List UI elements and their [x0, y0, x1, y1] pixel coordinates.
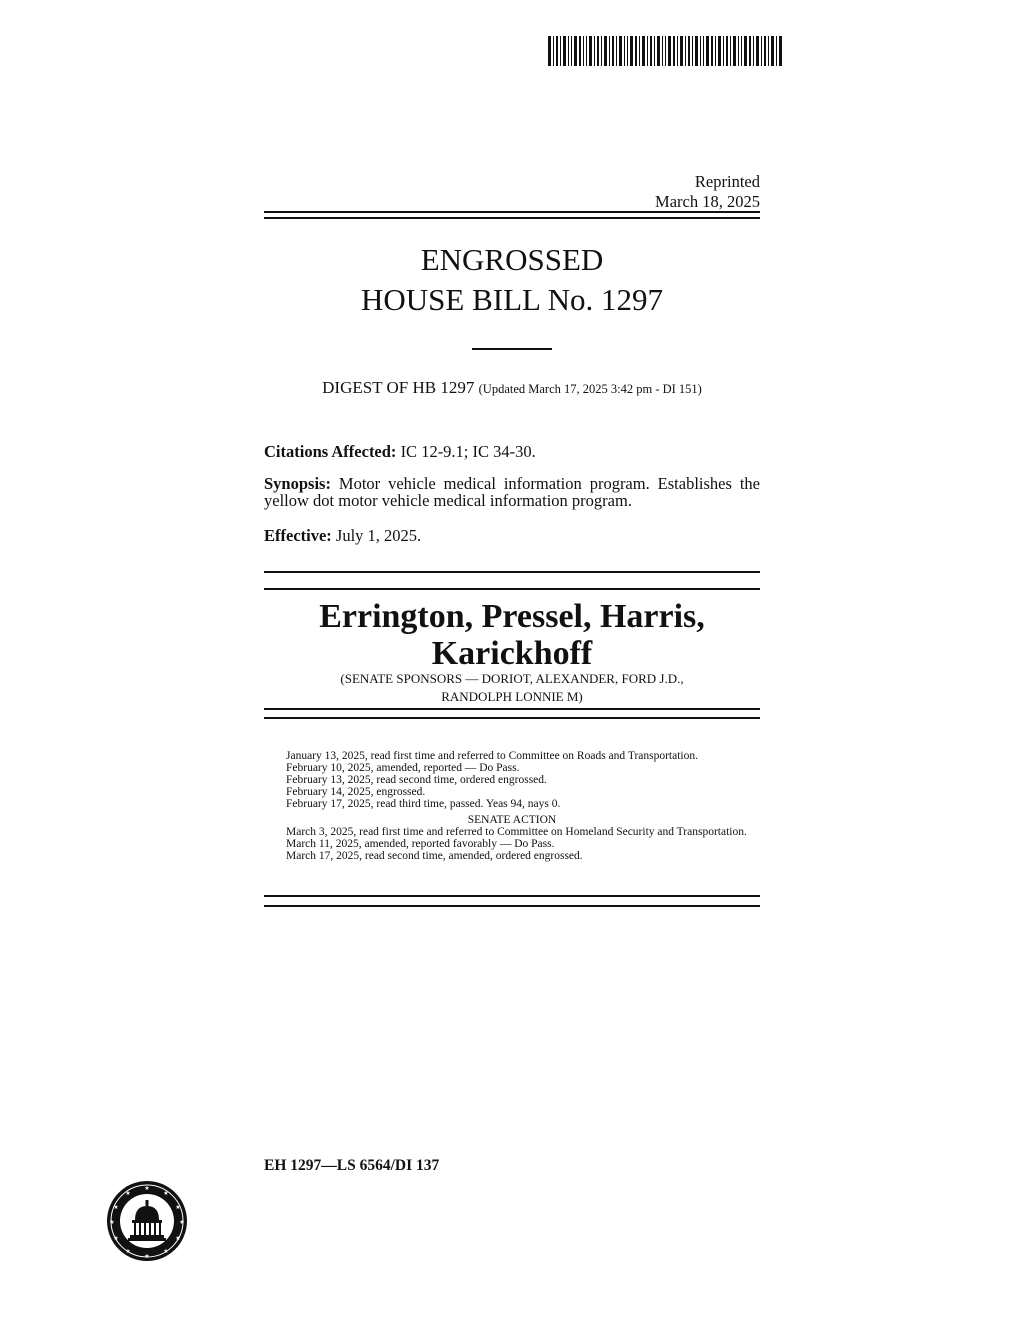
senate-sponsors-line2: RANDOLPH LONNIE M): [441, 689, 583, 704]
divider: [264, 708, 760, 710]
svg-text:★: ★: [144, 1253, 150, 1260]
history-entry: March 3, 2025, read first time and referred to Committee on Homeland Security and Transportation.: [286, 826, 747, 838]
synopsis: [264, 475, 760, 509]
effective-value: July 1, 2025.: [335, 526, 422, 545]
divider: [264, 217, 760, 219]
synopsis-value: Motor vehicle medical information program. Establishes the yellow dot motor vehicle medical information program.: [264, 474, 761, 510]
legislative-history: [264, 750, 760, 862]
citations-label: Citations Affected:: [264, 442, 397, 461]
history-entry: February 14, 2025, engrossed.: [286, 786, 426, 798]
synopsis-label: Synopsis:: [264, 474, 331, 493]
reprint-date: March 18, 2025: [655, 192, 760, 211]
divider: [264, 571, 760, 573]
senate-action-heading: SENATE ACTION: [467, 814, 557, 826]
svg-text:★: ★: [163, 1190, 169, 1197]
barcode-icon: [548, 36, 782, 66]
divider: [264, 717, 760, 719]
effective-label: Effective:: [264, 526, 332, 545]
digest-title: DIGEST OF HB 1297: [322, 378, 475, 397]
svg-text:★: ★: [163, 1248, 169, 1255]
divider: [264, 895, 760, 897]
bill-title-line2: HOUSE BILL No. 1297: [361, 282, 663, 317]
svg-text:★: ★: [113, 1235, 119, 1242]
digest-updated: (Updated March 17, 2025 3:42 pm - DI 151): [478, 382, 702, 396]
svg-text:★: ★: [125, 1248, 131, 1255]
history-entry: March 11, 2025, amended, reported favorably — Do Pass.: [286, 838, 555, 850]
citations-affected: [264, 443, 760, 460]
reprint-label: Reprinted: [694, 172, 760, 191]
history-entry: February 13, 2025, read second time, ordered engrossed.: [286, 774, 547, 786]
divider: [264, 211, 760, 213]
senate-sponsors-line1: (SENATE SPONSORS — DORIOT, ALEXANDER, FORD J.D.,: [340, 671, 684, 686]
digest-heading: [264, 378, 760, 398]
history-entry: February 17, 2025, read third time, passed. Yeas 94, nays 0.: [286, 798, 561, 810]
svg-text:★: ★: [179, 1219, 185, 1226]
authors-line1: Errington, Pressel, Harris,: [319, 598, 705, 635]
title-underline: [472, 348, 552, 350]
divider: [264, 588, 760, 590]
state-seal-icon: [106, 1180, 188, 1262]
svg-text:★: ★: [125, 1190, 131, 1197]
divider: [264, 905, 760, 907]
effective-date: [264, 527, 760, 544]
bill-title-line1: ENGROSSED: [420, 242, 604, 277]
history-entry: February 10, 2025, amended, reported — Do Pass.: [286, 762, 520, 774]
svg-text:★: ★: [175, 1235, 181, 1242]
history-entry: March 17, 2025, read second time, amended, ordered engrossed.: [286, 850, 583, 862]
history-entry: January 13, 2025, read first time and referred to Committee on Roads and Transportation.: [286, 750, 698, 762]
svg-text:★: ★: [175, 1204, 181, 1211]
authors-line2: Karickhoff: [431, 635, 593, 672]
citations-value: IC 12-9.1; IC 34-30.: [400, 442, 536, 461]
document-code: EH 1297—LS 6564/DI 137: [264, 1157, 440, 1174]
svg-text:★: ★: [113, 1204, 119, 1211]
svg-text:★: ★: [144, 1185, 150, 1192]
svg-text:★: ★: [109, 1219, 115, 1226]
